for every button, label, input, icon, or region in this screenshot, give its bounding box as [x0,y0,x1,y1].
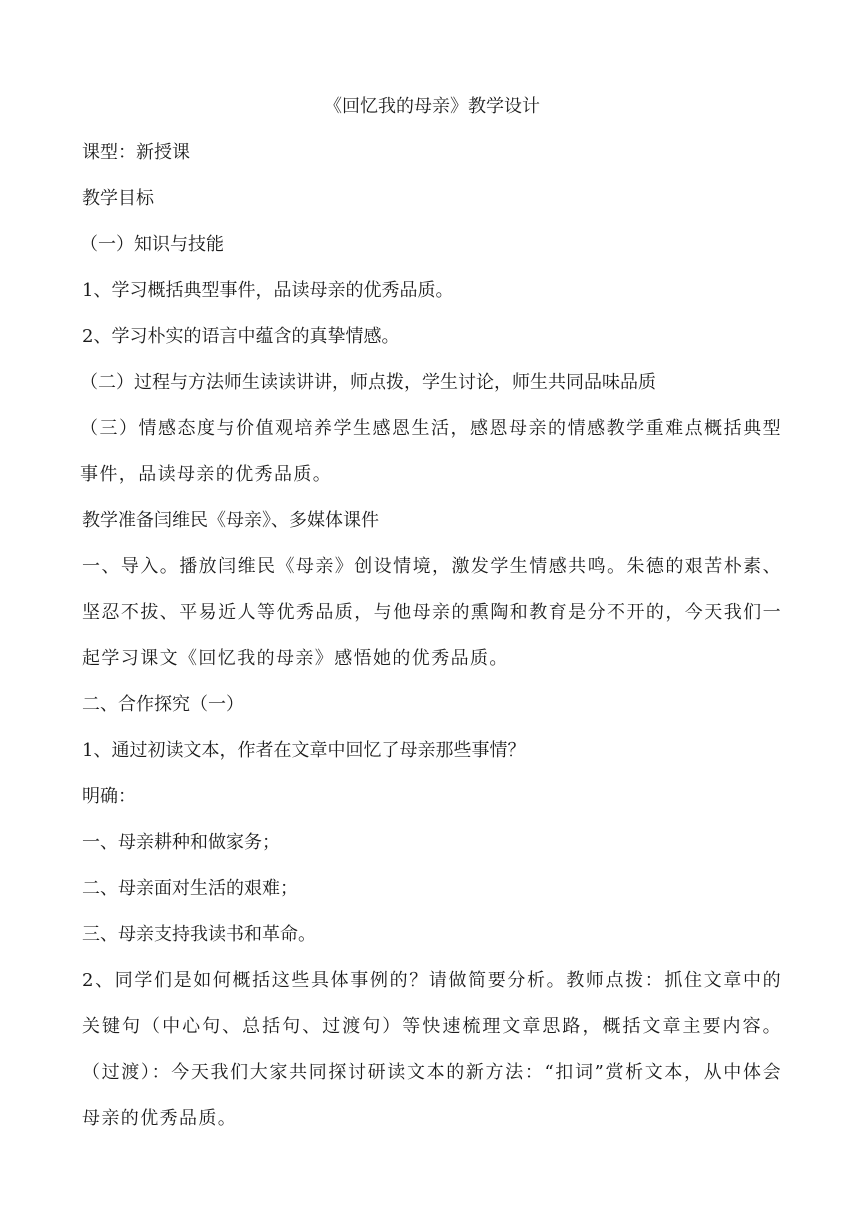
objective-item-2: 2、学习朴实的语言中蕴含的真挚情感。 [82,326,400,347]
paragraph-analysis: 2、同学们是如何概括这些具体事例的？请做简要分析。教师点拨：抓住文章中的关键句（中心句、总括句、过渡句）等快速梳理文章思路，概括文章主要内容。 （过渡）：今天我们大家共同探讨研读文本的新方法：“扣词”赏析文本，从中体会母亲的优秀品质。 [82,970,782,1129]
subheading-knowledge-skills: （一）知识与技能 [80,234,224,255]
section-heading-inquiry: 二、合作探究（一） [82,694,244,715]
paragraph-introduction: 一、导入。播放闫维民《母亲》创设情境，激发学生情感共鸣。朱德的艰苦朴素、坚忍不拔、平易近人等优秀品质，与他母亲的熏陶和教育是分不开的，今天我们一起学习课文《回忆我的母亲》感悟她的优秀品质。 [82,556,782,669]
answer-item-1: 一、母亲耕种和做家务； [82,832,280,853]
document-title: 《回忆我的母亲》教学设计 [324,96,540,117]
answer-item-3: 三、母亲支持我读书和革命。 [82,924,316,945]
answer-label: 明确： [82,786,136,807]
answer-item-2: 二、母亲面对生活的艰难； [82,878,298,899]
paragraph-emotion-attitude: （三）情感态度与价值观培养学生感恩生活，感恩母亲的情感教学重难点概括典型事件，品读母亲的优秀品质。 [80,418,782,485]
teaching-preparation: 教学准备闫维民《母亲》、多媒体课件 [82,510,379,531]
section-heading-objectives: 教学目标 [82,188,154,209]
lesson-type: 课型：新授课 [82,142,190,163]
document-page [82,84,782,1142]
question-1: 1、通过初读文本，作者在文章中回忆了母亲那些事情？ [82,740,526,761]
subheading-process-method: （二）过程与方法师生读读讲讲，师点拨，学生讨论，师生共同品味品质 [80,372,656,393]
objective-item-1: 1、学习概括典型事件，品读母亲的优秀品质。 [82,280,454,301]
